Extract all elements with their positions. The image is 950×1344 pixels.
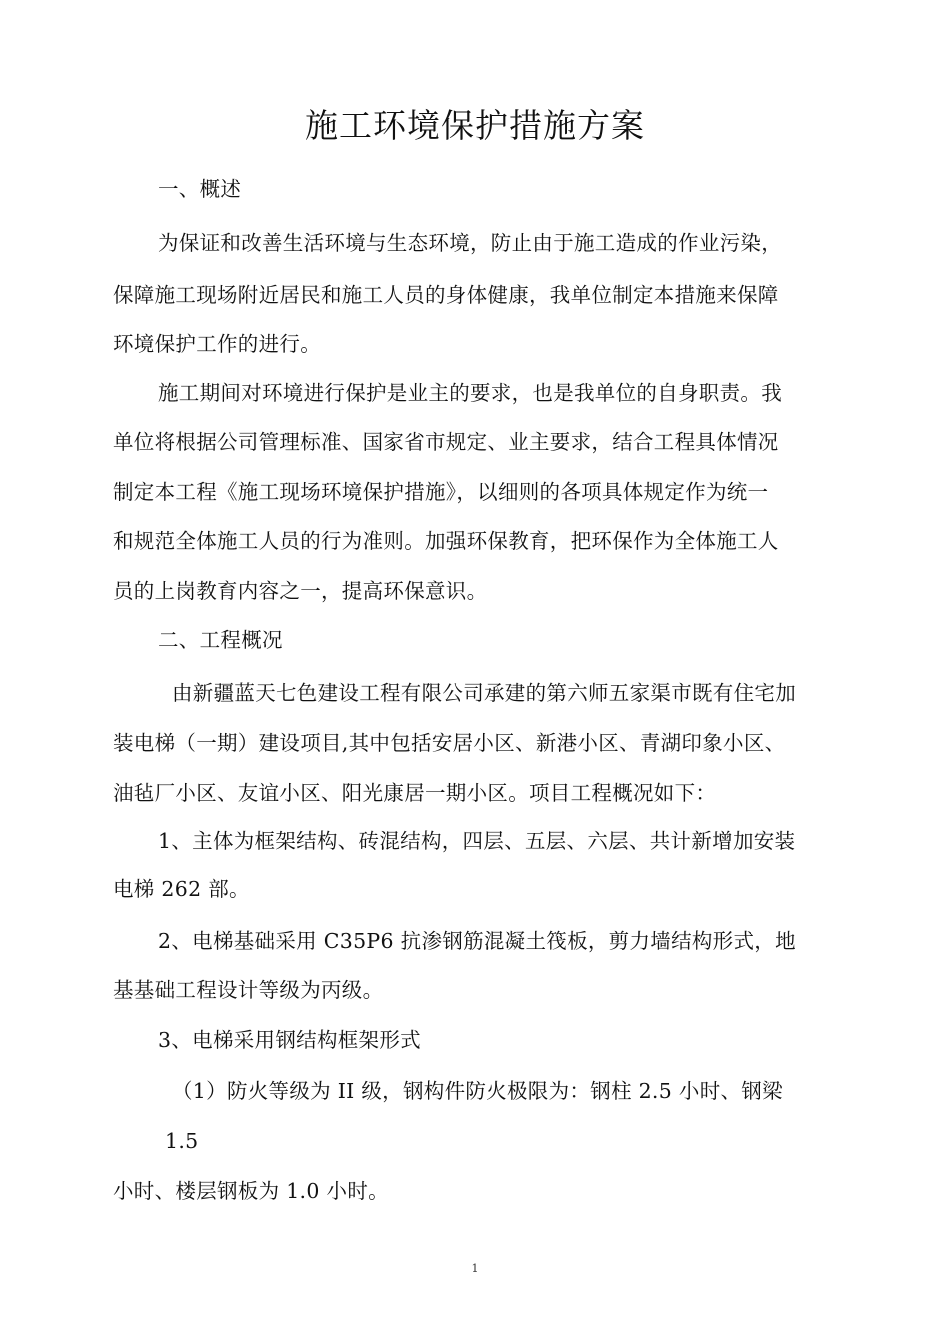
list-item-line: 1、主体为框架结构、砖混结构，四层、五层、六层、共计新增加安装 (158, 829, 796, 853)
list-item-line: 3、电梯采用钢结构框架形式 (158, 1028, 421, 1052)
paragraph-line: 为保证和改善生活环境与生态环境，防止由于施工造成的作业污染， (158, 231, 782, 255)
paragraph-line: 员的上岗教育内容之一，提高环保意识。 (113, 579, 488, 603)
paragraph-line: 和规范全体施工人员的行为准则。加强环保教育，把环保作为全体施工人 (113, 529, 779, 553)
list-item-line: 2、电梯基础采用 C35P6 抗渗钢筋混凝土筏板，剪力墙结构形式，地 (158, 929, 796, 953)
paragraph-line: 油毡厂小区、友谊小区、阳光康居一期小区。项目工程概况如下： (113, 781, 717, 805)
paragraph-line: 制定本工程《施工现场环境保护措施》，以细则的各项具体规定作为统一 (113, 480, 769, 504)
list-item-line: 基基础工程设计等级为丙级。 (113, 978, 384, 1002)
paragraph-line: 施工期间对环境进行保护是业主的要求，也是我单位的自身职责。我 (158, 381, 782, 405)
paragraph-line: 由新疆蓝天七色建设工程有限公司承建的第六师五家渠市既有住宅加 (172, 681, 796, 705)
paragraph-line: 环境保护工作的进行。 (113, 332, 321, 356)
list-item-line: 电梯 262 部。 (113, 877, 250, 901)
section-heading-overview: 一、概述 (158, 177, 242, 201)
paragraph-line: 保障施工现场附近居民和施工人员的身体健康，我单位制定本措施来保障 (113, 283, 779, 307)
sub-item-line: 小时、楼层钢板为 1.0 小时。 (113, 1179, 389, 1203)
paragraph-line: 装电梯（一期）建设项目,其中包括安居小区、新港小区、青湖印象小区、 (113, 731, 786, 755)
paragraph-line: 单位将根据公司管理标准、国家省市规定、业主要求，结合工程具体情况 (113, 430, 779, 454)
document-title: 施工环境保护措施方案 (305, 106, 645, 145)
section-heading-project: 二、工程概况 (158, 628, 283, 652)
sub-item-line: 1.5 (165, 1129, 199, 1153)
sub-item-line: （1）防火等级为 II 级，钢构件防火极限为：钢柱 2.5 小时、钢梁 (172, 1079, 783, 1103)
page-number: 1 (471, 1262, 479, 1275)
